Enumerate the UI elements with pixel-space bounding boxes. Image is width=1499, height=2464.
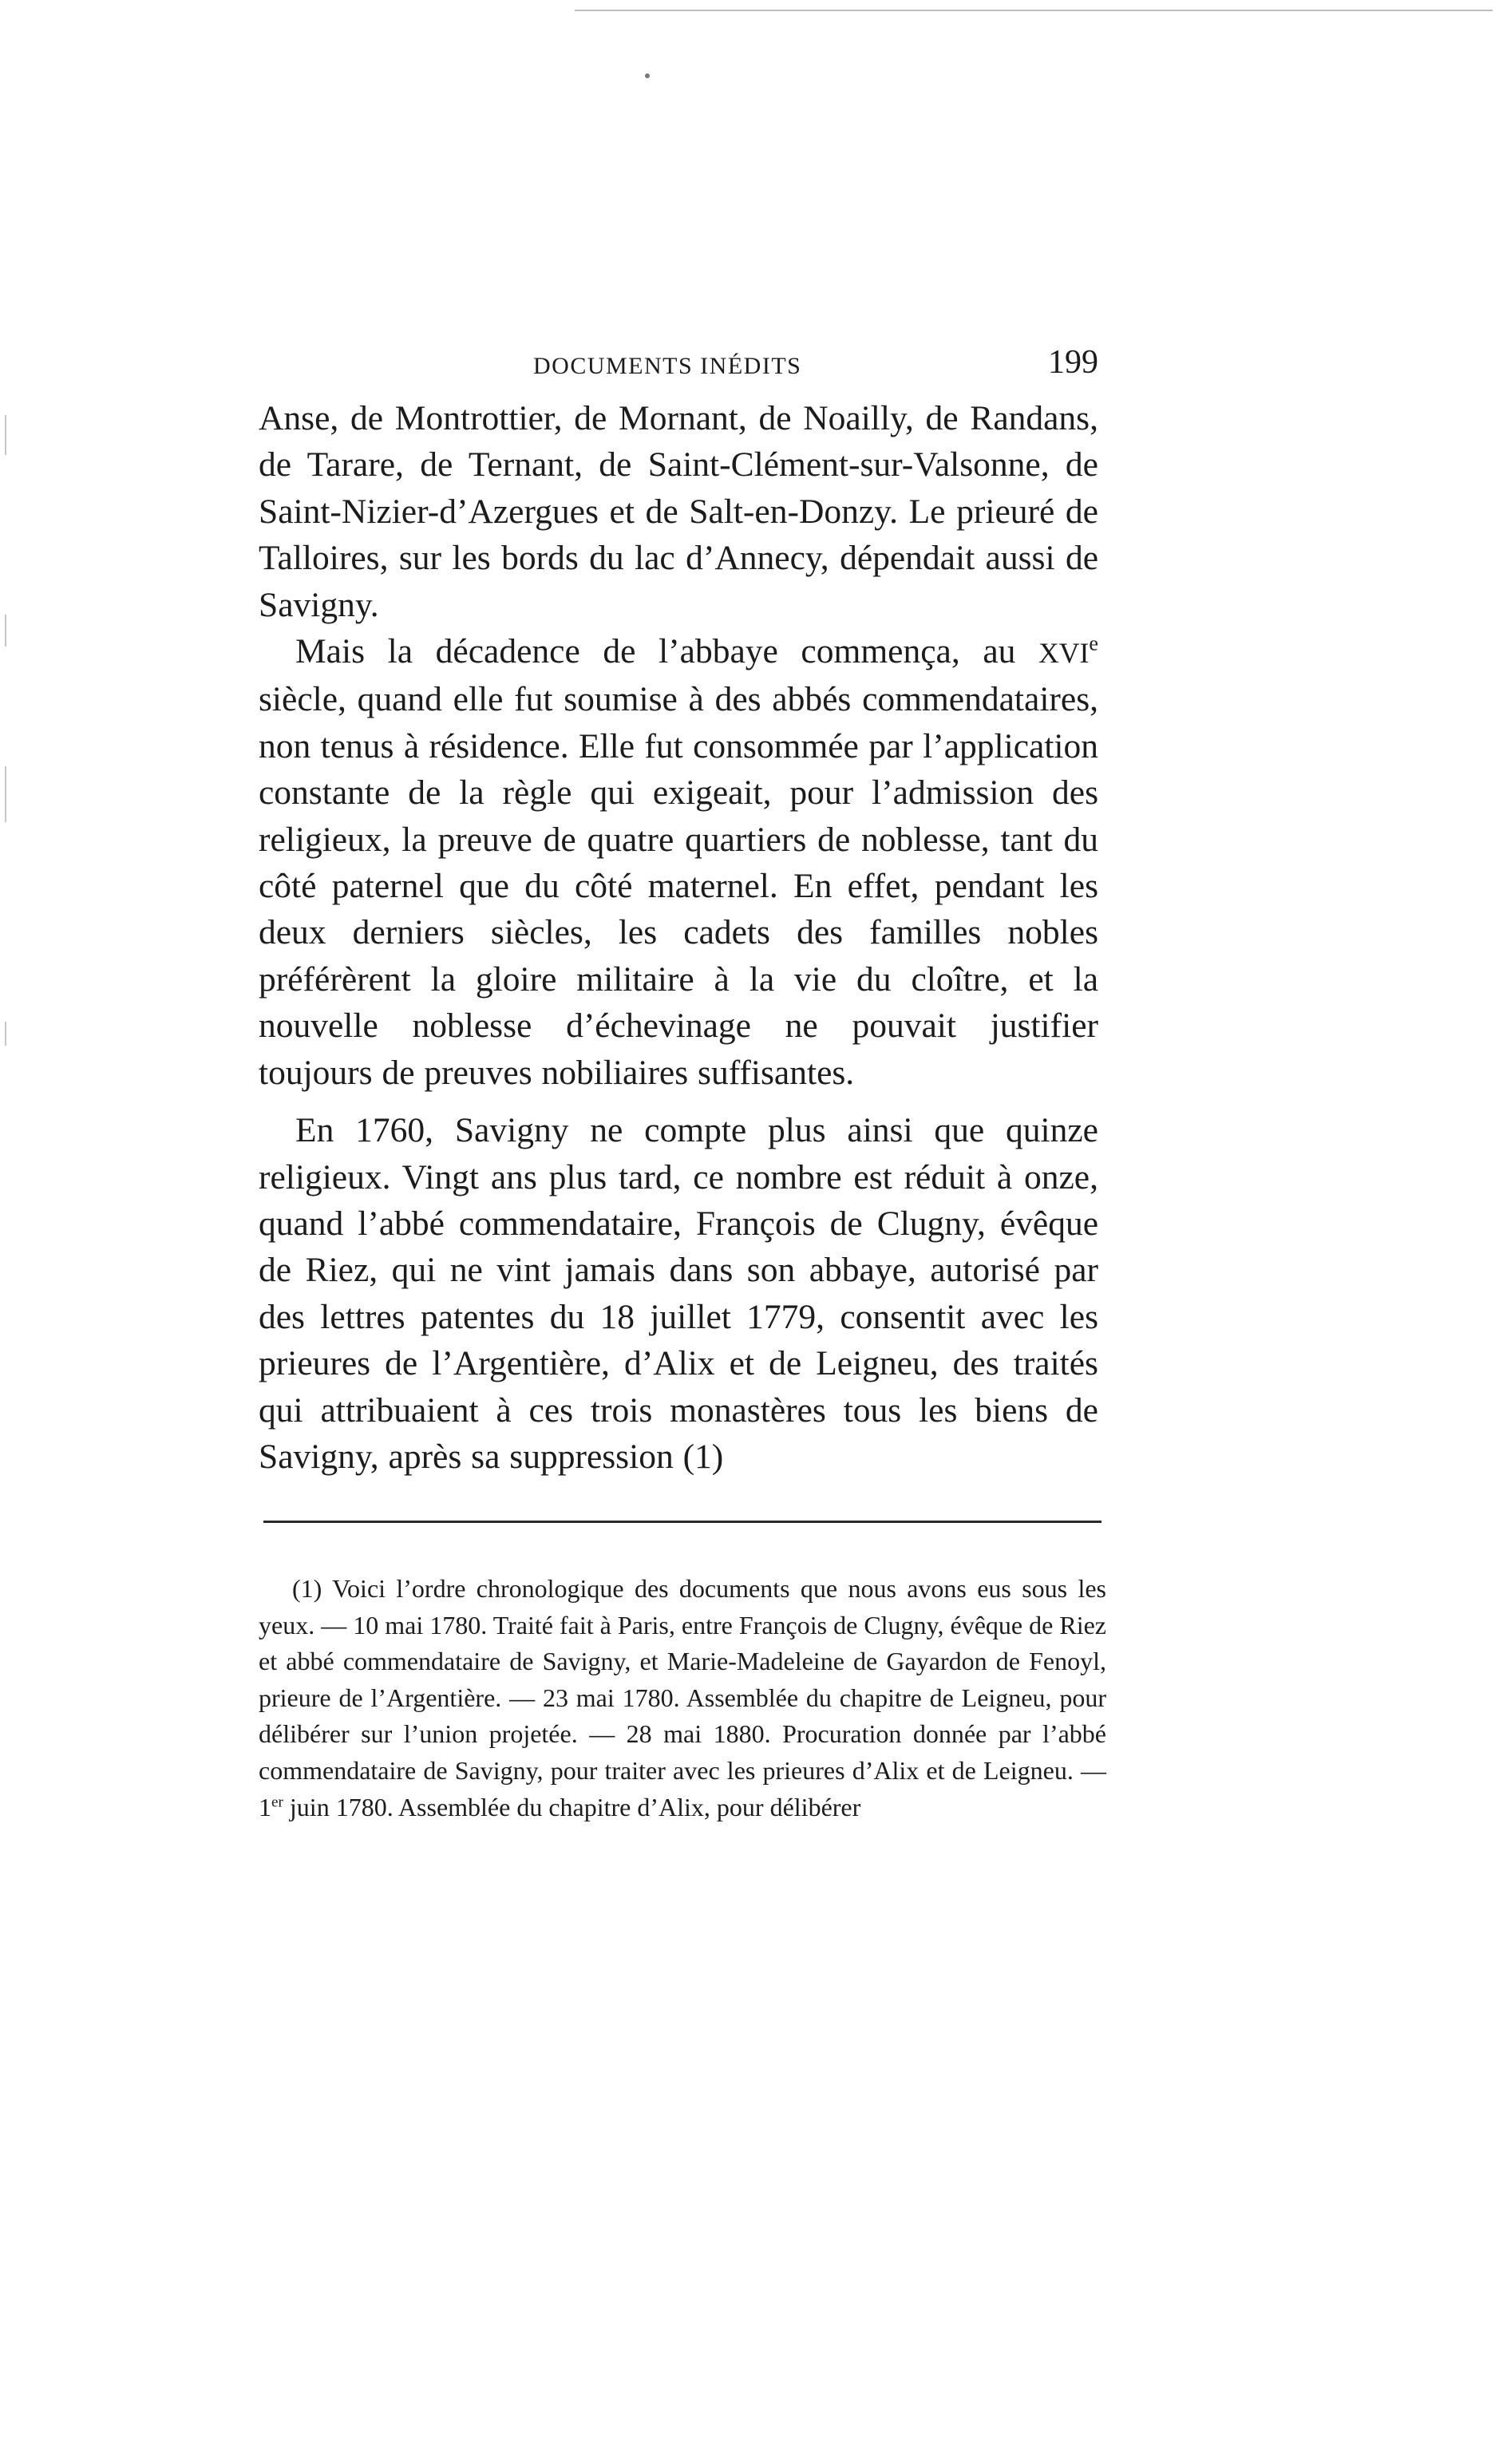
scan-edge-line bbox=[575, 10, 1493, 11]
paragraph-text: siècle, quand elle fut soumise à des abbés commendataires, non tenus à résidence. Elle fut consommée par l’application constante de la règle qui exigeait, pour l’admission des religieux, la preuve de quatre quartiers de noblesse, tant du côté paternel que du côté maternel. En effet, pendant les deux derniers siècles, les cadets des familles nobles préférèrent la gloire militaire à la vie du cloître, et la nouvelle noblesse d’échevinage ne pouvait justifier toujours de preuves nobiliaires suffisantes. bbox=[259, 680, 1098, 1092]
footnote-separator bbox=[263, 1521, 1102, 1523]
scan-margin-mark bbox=[5, 1022, 6, 1046]
footnotes bbox=[259, 1571, 1106, 1825]
paragraph: En 1760, Savigny ne compte plus ainsi que quinze religieux. Vingt ans plus tard, ce nombre est réduit à onze, quand l’abbé commendataire, François de Clugny, évêque de Riez, qui ne vint jamais dans son abbaye, autorisé par des lettres patentes du 18 juillet 1779, consentit avec les prieures de l’Argentière, d’Alix et de Leigneu, des traités qui attribuaient à ces trois monastères tous les biens de Savigny, après sa suppression (1) bbox=[259, 1111, 1098, 1476]
footnote-text: juin 1780. Assemblée du chapitre d’Alix, pour délibérer bbox=[283, 1792, 861, 1821]
paragraph: Anse, de Montrottier, de Mornant, de Noailly, de Randans, de Tarare, de Ternant, de Saint-Clément-sur-Valsonne, de Saint-Nizier-d’Azergues et de Salt-en-Donzy. Le prieuré de Talloires, sur les bords du lac d’Annecy, dépendait aussi de Savigny. bbox=[259, 399, 1098, 624]
paragraph-text: Mais la décadence de l’abbaye commença, au bbox=[295, 632, 1039, 671]
ordinal-superscript: er bbox=[271, 1793, 283, 1810]
scan-margin-mark bbox=[5, 615, 6, 647]
century-numeral: XVI bbox=[1038, 637, 1090, 670]
page-number: 199 bbox=[1048, 344, 1098, 381]
scan-margin-mark bbox=[5, 415, 6, 455]
scan-speck bbox=[645, 73, 650, 78]
footnote-text: (1) Voici l’ordre chronologique des documents que nous avons eus sous les yeux. — 10 mai 1780. Traité fait à Paris, entre François de Clugny, évêque de Riez et abbé commendataire de Savigny, et Marie-Madeleine de Gayardon de Fenoyl, prieure de l’Argentière. — 23 mai 1780. Assemblée du chapitre de Leigneu, pour délibérer sur l’union projetée. — 28 mai 1880. Procuration donnée par l’abbé commendataire de Savigny, pour traiter avec les prieures d’Alix et de Leigneu. — 1 bbox=[259, 1574, 1106, 1821]
running-head bbox=[259, 343, 1098, 391]
running-title: DOCUMENTS INÉDITS bbox=[533, 353, 802, 379]
main-text bbox=[259, 395, 1098, 1480]
century-superscript: e bbox=[1089, 631, 1098, 655]
scan-margin-mark bbox=[5, 766, 6, 822]
paragraph bbox=[259, 628, 1098, 1096]
footnote bbox=[259, 1571, 1106, 1825]
